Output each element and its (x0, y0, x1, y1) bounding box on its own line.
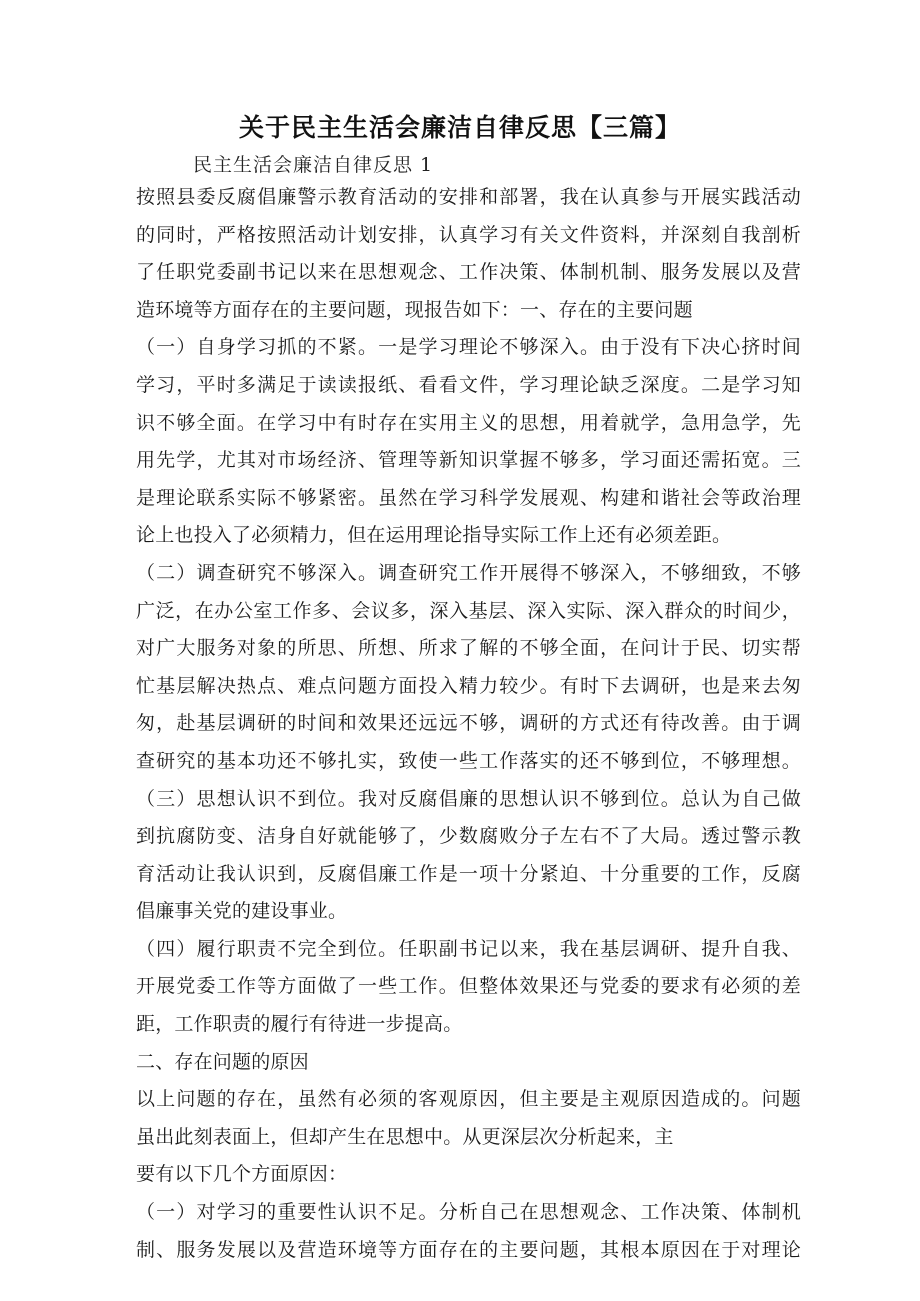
body-line: 开展党委工作等方面做了一些工作。但整体效果还与党委的要求有必须的差 (136, 975, 801, 998)
body-line: 二、存在问题的原因 (136, 1050, 309, 1073)
body-line: 广泛，在办公室工作多、会议多，深入基层、深入实际、深入群众的时间少， (136, 599, 801, 622)
body-line: 虽出此刻表面上，但却产生在思想中。从更深层次分析起来，主 (136, 1125, 674, 1148)
body-line: （四）履行职责不完全到位。任职副书记以来，我在基层调研、提升自我、 (136, 937, 801, 960)
body-line: 造环境等方面存在的主要问题，现报告如下：一、存在的主要问题 (136, 298, 693, 321)
body-line: 查研究的基本功还不够扎实，致使一些工作落实的还不够到位，不够理想。 (136, 749, 801, 772)
body-line: 了任职党委副书记以来在思想观念、工作决策、体制机制、服务发展以及营 (136, 261, 801, 284)
body-line: 按照县委反腐倡廉警示教育活动的安排和部署，我在认真参与开展实践活动 (136, 186, 801, 208)
body-line: 用先学，尤其对市场经济、管理等新知识掌握不够多，学习面还需拓宽。三 (136, 449, 801, 472)
body-line: 对广大服务对象的所思、所想、所求了解的不够全面，在问计于民、切实帮 (136, 637, 801, 660)
body-line: 忙基层解决热点、难点问题方面投入精力较少。有时下去调研，也是来去匆 (136, 674, 801, 697)
body-line: 匆，赴基层调研的时间和效果还远远不够，调研的方式还有待改善。由于调 (136, 712, 801, 735)
document-subtitle: 民主生活会廉洁自律反思 1 (193, 154, 434, 176)
body-line: （一）自身学习抓的不紧。一是学习理论不够深入。由于没有下决心挤时间 (136, 336, 801, 359)
body-line: 是理论联系实际不够紧密。虽然在学习科学发展观、构建和谐社会等政治理 (136, 486, 801, 509)
body-line: 育活动让我认识到，反腐倡廉工作是一项十分紧迫、十分重要的工作，反腐 (136, 862, 801, 885)
body-line: 论上也投入了必须精力，但在运用理论指导实际工作上还有必须差距。 (136, 524, 732, 547)
body-line: 距，工作职责的履行有待进一步提高。 (136, 1013, 463, 1036)
body-line: 到抗腐防变、洁身自好就能够了，少数腐败分子左右不了大局。透过警示教 (136, 825, 801, 848)
document-body (136, 179, 801, 1269)
body-line: 学习，平时多满足于读读报纸、看看文件，学习理论缺乏深度。二是学习知 (136, 373, 801, 396)
body-line: 识不够全面。在学习中有时存在实用主义的思想，用着就学，急用急学，先 (136, 411, 801, 434)
body-line: （三）思想认识不到位。我对反腐倡廉的思想认识不够到位。总认为自己做 (136, 787, 801, 810)
document-title: 关于民主生活会廉洁自律反思【三篇】 (238, 113, 681, 142)
body-line: 倡廉事关党的建设事业。 (136, 900, 348, 923)
body-line: 的同时，严格按照活动计划安排，认真学习有关文件资料，并深刻自我剖析 (136, 223, 801, 246)
body-line: 要有以下几个方面原因： (136, 1163, 348, 1186)
body-line: （一）对学习的重要性认识不足。分析自己在思想观念、工作决策、体制机 (136, 1201, 801, 1224)
body-line: （二）调查研究不够深入。调查研究工作开展得不够深入，不够细致，不够 (136, 561, 801, 584)
body-line: 制、服务发展以及营造环境等方面存在的主要问题，其根本原因在于对理论 (136, 1238, 801, 1261)
body-line: 以上问题的存在，虽然有必须的客观原因，但主要是主观原因造成的。问题 (136, 1088, 801, 1111)
